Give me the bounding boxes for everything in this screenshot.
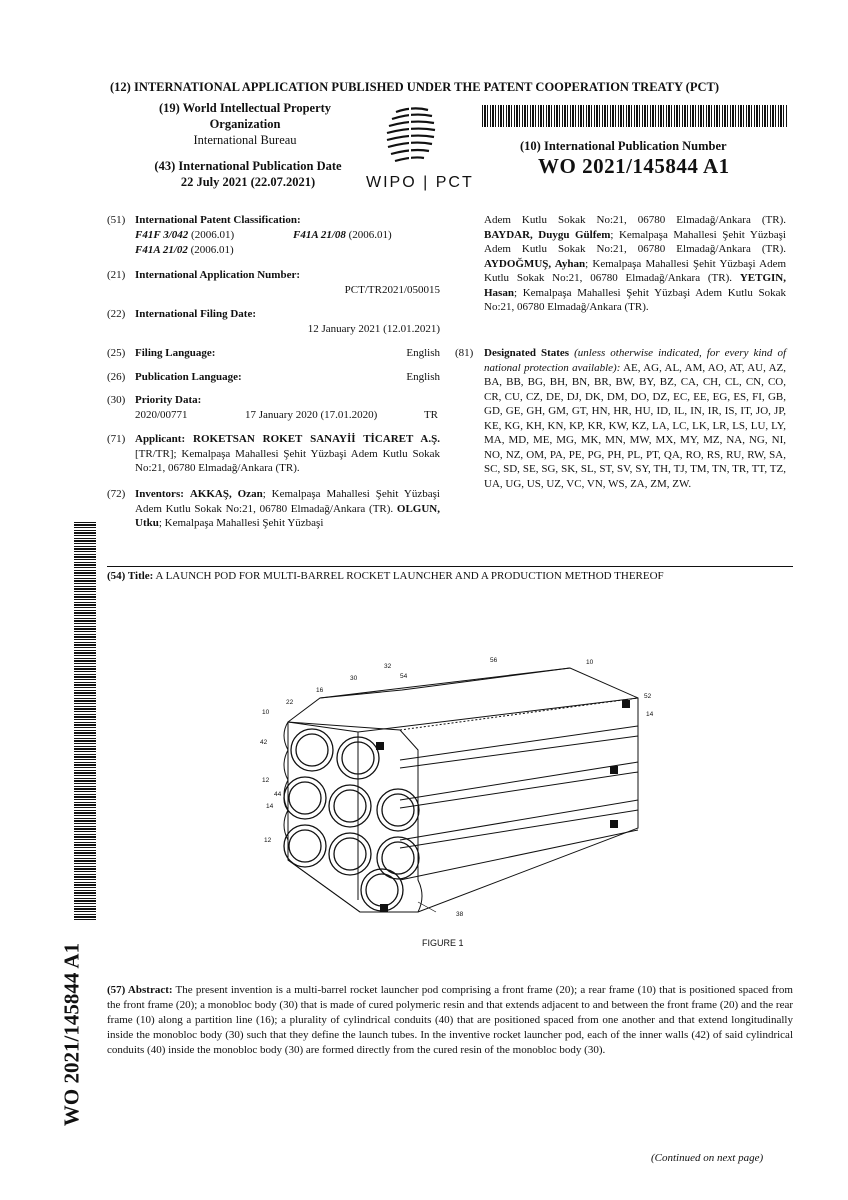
treaty-line: (12) INTERNATIONAL APPLICATION PUBLISHED UNDER THE PATENT COOPERATION TREATY (PCT): [110, 80, 719, 94]
field-72-num: (72): [107, 488, 126, 500]
svg-text:12: 12: [262, 777, 270, 784]
org-code: (19): [158, 101, 180, 115]
field-71: [107, 432, 440, 480]
applicant-name: ROKETSAN ROKET SANAYİİ TİCARET A.Ş.: [193, 433, 440, 445]
inventor-2-address: ; Kemalpaşa Mahallesi Şehit Yüzbaşi: [158, 517, 324, 529]
field-21-label: International Application Number:: [135, 269, 301, 281]
ipc-class-2-version: (2006.01): [348, 229, 392, 241]
application-number: PCT/TR2021/050015: [344, 284, 440, 296]
continued-note: (Continued on next page): [651, 1152, 764, 1164]
field-81-note: (unless otherwise indicated, for every kind of national protection available):: [484, 347, 787, 374]
abstract-label: (57) Abstract:: [107, 984, 173, 996]
abstract-text: The present invention is a multi-barrel rocket launcher pod comprising a front frame (20); a rear frame (10) that is positioned spaced from the front frame (20); a monobloc body (30) that is made of cured polymeric resin and that extends adjacent to and between the front frame (20) and the rear frame (10) along a partition line (16); a plurality of cylindrical conduits (40) that are positioned spaced from one another and that extend longitudinally inside the monobloc body (30) such that they define the launch tubes. In the inventive rocket launcher pod, each of the inner walls (42) of said cylindrical conduits (40) inside the monobloc body (30) are formed directly from the cured resin of the monobloc body (30).: [107, 984, 793, 1056]
organization-block: [130, 100, 360, 148]
org-name: World Intellectual Property: [182, 101, 332, 115]
conduit-openings: [284, 729, 419, 911]
field-21: [107, 268, 440, 300]
reference-numerals: [260, 657, 654, 918]
field-30: [107, 393, 440, 425]
svg-text:14: 14: [646, 711, 654, 718]
filing-language: English: [406, 347, 440, 359]
svg-text:38: 38: [456, 911, 464, 918]
publication-number-label: (10) International Publication Number: [520, 139, 727, 153]
figure-1-drawing: [250, 650, 670, 930]
svg-text:10: 10: [586, 659, 594, 666]
field-22: [107, 307, 440, 339]
inventor-4-name: AYDOĞMUŞ, Ayhan: [484, 257, 586, 270]
abstract: [107, 983, 793, 1058]
field-72-label: Inventors:: [135, 488, 184, 500]
wipo-logo-text: WIPO | PCT: [366, 174, 474, 191]
inventor-3-address: ; Kemalpaşa Mahallesi Şehit Yüzbaşi Adem Kutlu Sokak No:21, 06780 Elmadağ/Ankara (TR).: [484, 228, 786, 255]
ipc-class-1-version: (2006.01): [191, 229, 235, 241]
field-26: [107, 370, 440, 386]
field-81-num: (81): [455, 347, 474, 359]
title-num: (54) Title:: [107, 570, 154, 582]
svg-text:44: 44: [274, 791, 282, 798]
figure-caption: FIGURE 1: [422, 938, 464, 948]
svg-text:30: 30: [350, 675, 358, 682]
priority-country: TR: [423, 409, 438, 421]
svg-text:14: 14: [266, 803, 274, 810]
side-publication-number: WO 2021/145844 A1: [59, 942, 84, 1127]
inventor-3-name: BAYDAR, Duygu Gülfem: [484, 228, 611, 241]
priority-date: 17 January 2020 (17.01.2020): [245, 409, 378, 421]
inventor-5-address: ; Kemalpaşa Mahallesi Şehit Yüzbaşi Adem Kutlu Sokak No:21, 06780 Elmadağ/Ankara (TR).: [484, 286, 786, 313]
field-81-label: Designated States: [484, 347, 570, 359]
title-rule: [107, 566, 793, 567]
svg-text:54: 54: [400, 673, 408, 680]
org-name-line-2: Organization: [209, 117, 281, 131]
field-72: [107, 487, 440, 535]
svg-text:56: 56: [490, 657, 498, 664]
barcode-side: [74, 522, 96, 922]
priority-application: 2020/00771: [135, 409, 188, 421]
publication-date-block: [128, 158, 368, 190]
field-22-num: (22): [107, 308, 126, 320]
bureau: International Bureau: [193, 133, 297, 147]
field-71-label: Applicant:: [135, 433, 186, 445]
svg-text:16: 16: [316, 687, 324, 694]
field-30-num: (30): [107, 394, 126, 406]
svg-text:42: 42: [260, 739, 268, 746]
applicant-address: [TR/TR]; Kemalpaşa Mahallesi Şehit Yüzbaşi Adem Kutlu Sokak No:21, 06780 Elmadağ/Ankara (TR).: [135, 447, 440, 474]
title-text: A LAUNCH POD FOR MULTI-BARREL ROCKET LAUNCHER AND A PRODUCTION METHOD THEREOF: [155, 570, 664, 582]
inventors-continued: [484, 213, 786, 315]
field-25: [107, 346, 440, 362]
filing-date: 12 January 2021 (12.01.2021): [307, 323, 440, 335]
ipc-class-2: F41A 21/08: [293, 229, 346, 241]
inventor-4-address: ; Kemalpaşa Mahallesi Şehit Yüzbaşi Adem Kutlu Sokak No:21, 06780 Elmadağ/Ankara (TR).: [484, 257, 787, 284]
ipc-class-1: F41F 3/042: [135, 229, 189, 241]
barcode-top: [482, 105, 788, 127]
publication-date-label: (43) International Publication Date: [154, 159, 342, 173]
launch-pod-drawing-icon: [250, 650, 670, 930]
ipc-class-3: F41A 21/02: [135, 244, 188, 256]
publication-number: WO 2021/145844 A1: [538, 154, 730, 178]
inventor-2-address-cont: Adem Kutlu Sokak No:21, 06780 Elmadağ/Ankara (TR).: [484, 214, 786, 226]
inventor-5-name: YETGIN, Hasan: [484, 272, 786, 299]
field-71-num: (71): [107, 433, 126, 445]
field-51: [107, 213, 440, 261]
inventor-2-name: OLGUN, Utku: [135, 502, 440, 529]
org-name-line-1: [130, 100, 360, 116]
field-51-label: International Patent Classification:: [135, 214, 301, 226]
field-25-num: (25): [107, 347, 126, 359]
field-51-num: (51): [107, 214, 126, 226]
svg-text:52: 52: [644, 693, 652, 700]
field-26-label: Publication Language:: [135, 371, 242, 383]
svg-text:10: 10: [262, 709, 270, 716]
field-81: [484, 346, 786, 491]
field-25-label: Filing Language:: [135, 347, 216, 359]
title-line: [107, 570, 664, 582]
publication-language: English: [406, 371, 440, 383]
publication-date: 22 July 2021 (22.07.2021): [180, 175, 316, 189]
inventor-1-address: ; Kemalpaşa Mahallesi Şehit Yüzbaşi Adem Kutlu Sokak No:21, 06780 Elmadağ/Ankara (TR).: [135, 488, 440, 515]
svg-text:32: 32: [384, 663, 392, 670]
ipc-class-3-version: (2006.01): [190, 244, 234, 256]
svg-text:12: 12: [264, 837, 272, 844]
field-26-num: (26): [107, 371, 126, 383]
wipo-logo: [358, 102, 488, 194]
field-22-label: International Filing Date:: [135, 308, 256, 320]
svg-text:22: 22: [286, 699, 294, 706]
inventor-1-name: AKKAŞ, Ozan: [189, 488, 263, 500]
field-30-label: Priority Data:: [135, 394, 202, 406]
designated-states: AE, AG, AL, AM, AO, AT, AU, AZ, BA, BB, BG, BH, BN, BR, BW, BY, BZ, CA, CH, CL, CN, CO, CR, CU, CZ, DE, DJ, DK, DM, DO, DZ, EC, EE, EG, ES, FI, GB, GD, GE, GH, GM, GT, HN, HR, HU, ID, IL, IN, IR, IS, IT, JO, JP, KE, KG, KH, KN, KP, KR, KW, KZ, LA, LC, LK, LR, LS, LU, LY, MA, MD, ME, MG, MK, MN, MW, MX, MY, MZ, NA, NG, NI, NO, NZ, OM, PA, PE, PG, PH, PL, PT, QA, RO, RS, RU, RW, SA, SC, SD, SE, SG, SK, SL, ST, SV, SY, TH, TJ, TM, TN, TR, TT, TZ, UA, UG, US, UZ, VC, VN, WS, ZA, ZM, ZW.: [484, 361, 786, 490]
field-21-num: (21): [107, 269, 126, 281]
